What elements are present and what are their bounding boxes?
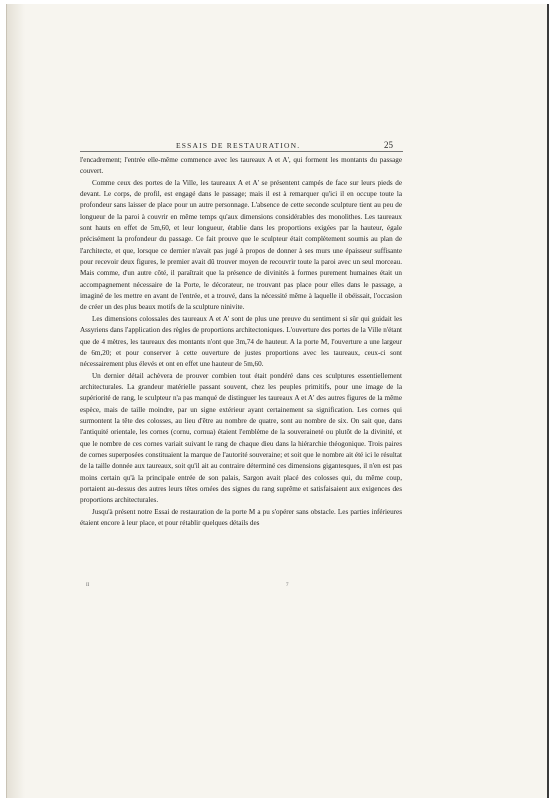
paragraph: Un dernier détail achèvera de prouver combien tout était pondéré dans ces sculptures essentiellement architecturales. La grandeur matérielle passant souvent, chez les peuples primitifs, pour une image de la supériorité de rang, le sculpteur n'a pas manqué de distinguer les taureaux A et A' des autres figures de la même espèce, mais de taille moindre, par un signe extérieur ayant certainement sa signification. Les cornes qui surmontent la tête des colosses, au lieu d'être au nombre de quatre, sont au nombre de six. On sait que, dans l'antiquité orientale, les cornes (cornu, cornua) étaient l'emblème de la souveraineté ou plutôt de la divinité, et que le nombre de ces cornes variait suivant le rang de chaque dieu dans la hiérarchie théogonique. Trois paires de cornes superposées constituaient la marque de l'autorité souveraine; et soit que le nombre ait été ici le résultat de la taille donnée aux taureaux, soit qu'il ait au contraire déterminé ces dimensions gigantesques, il n'en est pas moins certain qu'à la principale entrée de son palais, Sargon avait placé des colosses qui, du même coup, portaient au-dessus des autres leurs têtes ornées des signes du rang suprême et satisfaisaient aux exigences des proportions architecturales. [80, 371, 402, 505]
paragraph: l'encadrement; l'entrée elle-même commence avec les taureaux A et A', qui forment les montants du passage couvert. [80, 156, 402, 176]
paragraph: Comme ceux des portes de la Ville, les taureaux A et A' se présentent campés de face sur leurs pieds de devant. Le corps, de profil, est engagé dans le passage; mais il est à remarquer qu'ici il en occupe toute la profondeur sans laisser de place pour un autre personnage. L'absence de cette seconde sculpture tient au peu de longueur de la paroi à couvrir en même temps qu'aux dimensions considérables des monolithes. Les taureaux sont hauts en effet de 5m,60, et leur longueur, établie dans les proportions exigées par la hauteur, égale précisément la profondeur du passage. Ce fait prouve que le sculpteur était complètement soumis au plan de l'architecte, et que, lorsque ce dernier n'avait pas jugé à propos de donner à ses murs une épaisseur suffisante pour recevoir deux figures, le premier avait dû trouver moyen de recouvrir toute la paroi avec un seul morceau. Mais comme, d'un autre côté, il paraîtrait que la présence de divinités à formes purement humaines était un accompagnement nécessaire de la Porte, le décorateur, ne trouvant pas place pour elles dans le passage, a imaginé de les mettre en avant de l'entrée, et a trouvé, dans la nécessité même à laquelle il obéissait, l'occasion de créer un des plus beaux motifs de la sculpture ninivite. [80, 178, 402, 312]
signature-mark-left: II [86, 583, 90, 588]
running-title: ESSAIS DE RESTAURATION. [176, 141, 301, 150]
page-gutter-shadow [7, 4, 25, 798]
paragraph: Jusqu'à présent notre Essai de restauration de la porte M a pu s'opérer sans obstacle. Les parties inférieures étaient encore à leur place, et pour rétablir quelques détails des [80, 507, 402, 527]
page-number: 25 [384, 140, 393, 150]
body-text [80, 155, 402, 529]
paragraph: Les dimensions colossales des taureaux A et A' sont de plus une preuve du sentiment si sûr qui guidait les Assyriens dans l'application des règles de proportions architectoniques. L'ouverture des portes de la Ville n'étant que de 4 mètres, les taureaux des montants n'ont que 3m,74 de hauteur. A la porte M, l'ouverture a une largeur de 6m,20; et pour conserver à cette ouverture de justes proportions avec les taureaux, ceux-ci sont nécessairement plus élevés et ont en effet une hauteur de 5m,60. [80, 314, 402, 369]
header-rule [80, 151, 403, 152]
signature-mark-right: 7 [286, 583, 289, 588]
